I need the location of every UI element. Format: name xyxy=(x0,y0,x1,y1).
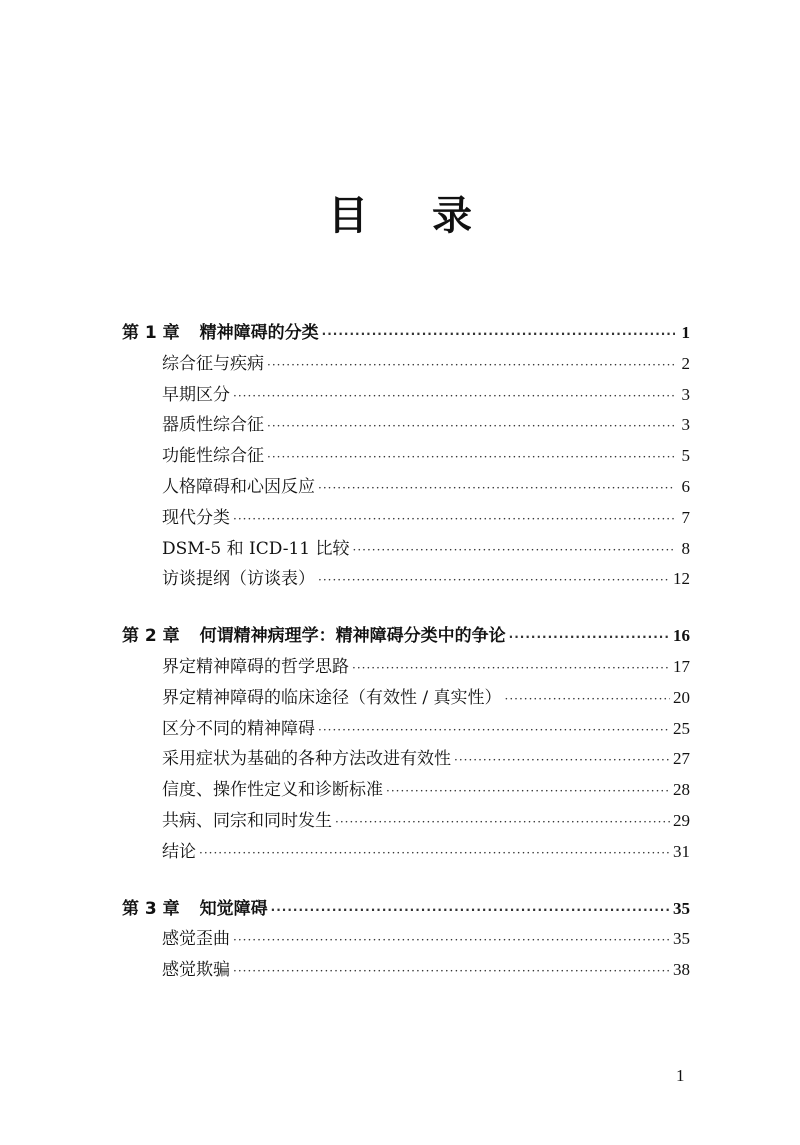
page-title: 目录 xyxy=(328,192,536,239)
section-entry[interactable] xyxy=(122,775,690,806)
page-number: 12 xyxy=(673,569,690,589)
section-title: 早期区分 xyxy=(162,384,230,405)
chapter-title: 何谓精神病理学：精神障碍分类中的争论 xyxy=(199,626,506,647)
dot-leader xyxy=(267,411,675,442)
page-number: 31 xyxy=(673,841,690,861)
dot-leader xyxy=(509,622,670,653)
dot-leader xyxy=(352,653,670,684)
page-number: 7 xyxy=(681,507,690,527)
table-of-contents xyxy=(122,318,690,1012)
section-title: 综合征与疾病 xyxy=(162,353,264,374)
section-entry[interactable] xyxy=(122,410,690,441)
section-entry[interactable] xyxy=(122,652,690,683)
page-number: 6 xyxy=(681,476,690,496)
page-number: 3 xyxy=(681,415,690,435)
section-title: 器质性综合征 xyxy=(162,415,264,436)
chapter-label: 第 3 章 xyxy=(122,898,180,919)
section-entry[interactable] xyxy=(122,472,690,503)
section-title: 访谈提纲（访谈表） xyxy=(162,569,315,590)
section-entry[interactable] xyxy=(122,349,690,380)
chapter-entry-1[interactable] xyxy=(122,318,690,349)
chapter-title: 精神障碍的分类 xyxy=(199,323,319,343)
page-number: 17 xyxy=(673,656,690,676)
chapter-label: 第 2 章 xyxy=(122,626,180,647)
chapter-entry-2[interactable] xyxy=(122,621,690,652)
dot-leader xyxy=(267,442,675,473)
dot-leader xyxy=(233,504,675,535)
section-title: 区分不同的精神障碍 xyxy=(162,718,315,739)
chapter-block-2 xyxy=(122,621,690,867)
section-entry[interactable] xyxy=(122,380,690,411)
chapter-entry-3[interactable] xyxy=(122,894,690,925)
section-title: 人格障碍和心因反应 xyxy=(162,476,315,497)
dot-leader xyxy=(318,715,670,746)
chapter-label: 第 1 章 xyxy=(122,323,180,343)
dot-leader xyxy=(322,319,675,350)
section-title: 现代分类 xyxy=(162,507,230,528)
dot-leader xyxy=(233,381,675,412)
section-entry[interactable] xyxy=(122,683,690,714)
page-number: 27 xyxy=(673,749,690,769)
page-number: 1 xyxy=(681,323,690,342)
section-title: 共病、同宗和同时发生 xyxy=(162,810,332,831)
section-title: 界定精神障碍的临床途径（有效性 / 真实性） xyxy=(162,687,502,708)
section-entry[interactable] xyxy=(122,744,690,775)
dot-leader xyxy=(271,895,670,926)
page-number: 8 xyxy=(681,538,690,558)
dot-leader xyxy=(233,956,670,987)
section-title: DSM-5 和 ICD-11 比较 xyxy=(162,538,350,559)
dot-leader xyxy=(386,776,670,807)
section-title: 采用症状为基础的各种方法改进有效性 xyxy=(162,749,451,770)
section-entry[interactable] xyxy=(122,714,690,745)
page-number: 25 xyxy=(673,718,690,738)
page-number: 28 xyxy=(673,780,690,800)
section-entry[interactable] xyxy=(122,806,690,837)
section-title: 界定精神障碍的哲学思路 xyxy=(162,656,349,677)
section-entry[interactable] xyxy=(122,955,690,986)
section-title: 感觉欺骗 xyxy=(162,960,230,981)
section-entry[interactable] xyxy=(122,837,690,868)
page-number: 29 xyxy=(673,810,690,830)
dot-leader xyxy=(318,473,675,504)
section-title: 结论 xyxy=(162,841,196,862)
section-title: 信度、操作性定义和诊断标准 xyxy=(162,780,383,801)
page-number: 3 xyxy=(681,384,690,404)
section-entry[interactable] xyxy=(122,924,690,955)
section-entry[interactable] xyxy=(122,503,690,534)
section-entry[interactable] xyxy=(122,534,690,565)
dot-leader xyxy=(353,535,676,566)
page-number: 35 xyxy=(673,898,690,918)
section-title: 功能性综合征 xyxy=(162,446,264,467)
page-number: 35 xyxy=(673,929,690,949)
page-number: 38 xyxy=(673,960,690,980)
section-entry[interactable] xyxy=(122,564,690,595)
dot-leader xyxy=(233,925,670,956)
dot-leader xyxy=(267,350,675,381)
dot-leader xyxy=(454,745,670,776)
page-number: 5 xyxy=(681,446,690,466)
dot-leader xyxy=(335,807,670,838)
page-number: 16 xyxy=(673,626,690,646)
folio-page-number: 1 xyxy=(676,1066,685,1085)
section-title: 感觉歪曲 xyxy=(162,929,230,950)
chapter-block-1 xyxy=(122,318,690,595)
page-number: 2 xyxy=(681,353,690,373)
chapter-title: 知觉障碍 xyxy=(199,898,268,919)
dot-leader xyxy=(505,684,670,715)
chapter-block-3 xyxy=(122,894,690,986)
section-entry[interactable] xyxy=(122,441,690,472)
dot-leader xyxy=(318,565,670,596)
dot-leader xyxy=(199,838,670,869)
page-number: 20 xyxy=(673,687,690,707)
